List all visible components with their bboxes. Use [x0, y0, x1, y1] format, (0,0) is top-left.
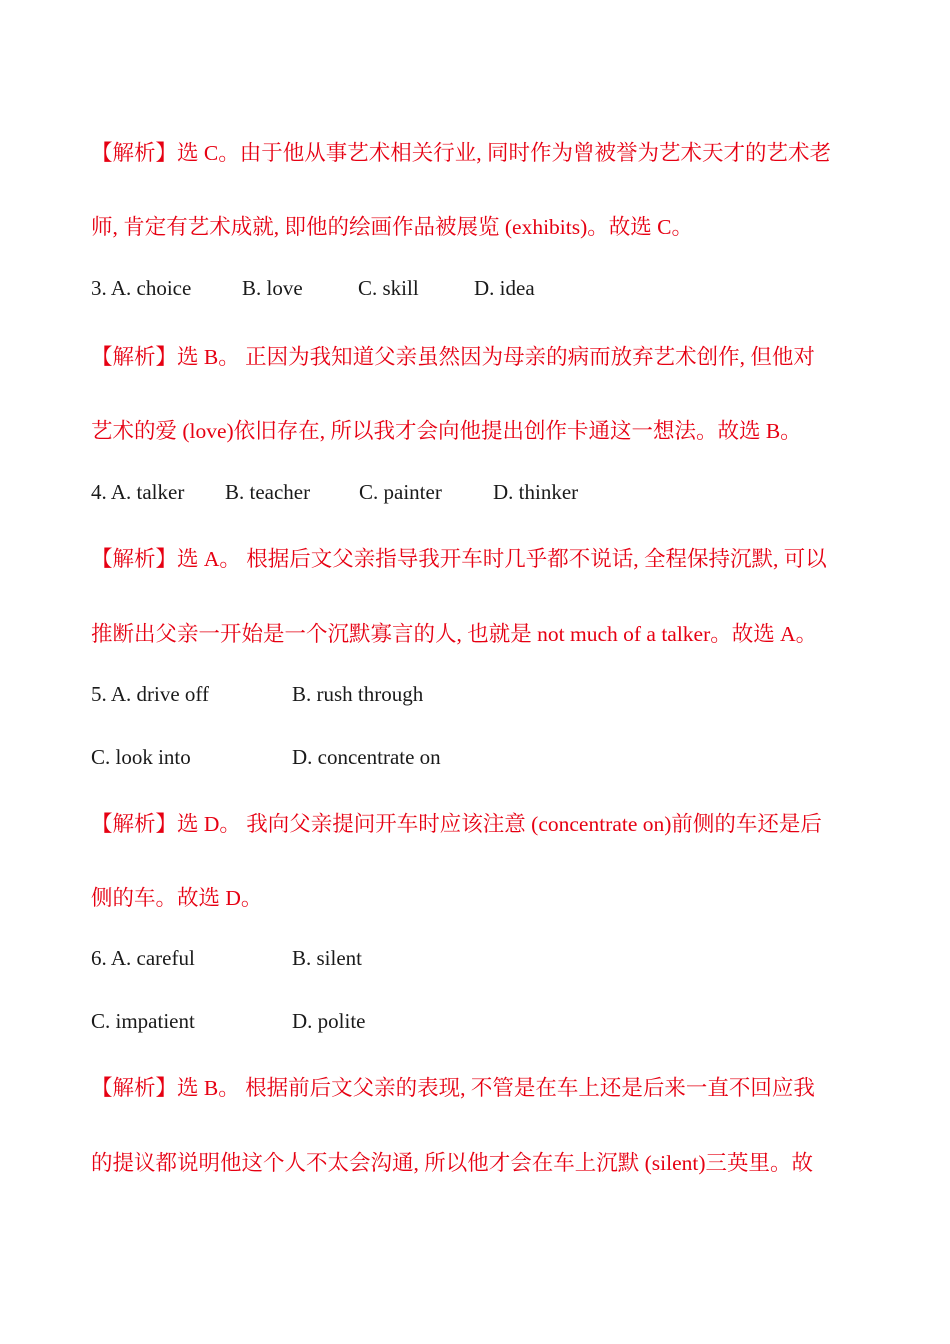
option-a: 5. A. drive off: [91, 682, 210, 706]
explanation-line: 师, 肯定有艺术成就, 即他的绘画作品被展览 (exhibits)。故选 C。: [91, 215, 693, 239]
explanation-line: 【解析】选 A。 根据后文父亲指导我开车时几乎都不说话, 全程保持沉默, 可以: [91, 547, 827, 571]
option-a: 4. A. talker: [91, 480, 185, 504]
option-d: D. thinker: [493, 480, 579, 504]
question-3-options: [91, 276, 891, 302]
option-b: B. rush through: [292, 682, 424, 706]
explanation-line: 【解析】选 C。由于他从事艺术相关行业, 同时作为曾被誉为艺术天才的艺术老: [91, 141, 831, 165]
question-5-options-row-1: [91, 682, 891, 708]
option-d: D. concentrate on: [292, 745, 441, 769]
option-c: C. impatient: [91, 1009, 195, 1033]
option-d: D. idea: [474, 276, 535, 300]
option-b: B. silent: [292, 946, 363, 970]
option-c: C. painter: [359, 480, 442, 504]
explanation-line: 推断出父亲一开始是一个沉默寡言的人, 也就是 not much of a talker。故选 A。: [91, 622, 818, 646]
option-b: B. love: [242, 276, 303, 300]
explanation-line: 艺术的爱 (love)依旧存在, 所以我才会向他提出创作卡通这一想法。故选 B。: [91, 419, 802, 443]
question-6-options-row-2: [91, 1009, 891, 1035]
explanation-line: 【解析】选 B。 根据前后文父亲的表现, 不管是在车上还是后来一直不回应我: [91, 1076, 815, 1100]
option-a: 3. A. choice: [91, 276, 192, 300]
option-a: 6. A. careful: [91, 946, 195, 970]
explanation-line: 侧的车。故选 D。: [91, 886, 263, 910]
question-6-options-row-1: [91, 946, 891, 972]
option-b: B. teacher: [225, 480, 311, 504]
explanation-line: 的提议都说明他这个人不太会沟通, 所以他才会在车上沉默 (silent)三英里。故: [91, 1151, 814, 1175]
question-4-options: [91, 480, 891, 506]
option-c: C. skill: [358, 276, 419, 300]
option-d: D. polite: [292, 1009, 366, 1033]
question-5-options-row-2: [91, 745, 891, 771]
explanation-line: 【解析】选 D。 我向父亲提问开车时应该注意 (concentrate on)前侧的车还是后: [91, 812, 822, 836]
option-c: C. look into: [91, 745, 191, 769]
explanation-line: 【解析】选 B。 正因为我知道父亲虽然因为母亲的病而放弃艺术创作, 但他对: [91, 345, 815, 369]
